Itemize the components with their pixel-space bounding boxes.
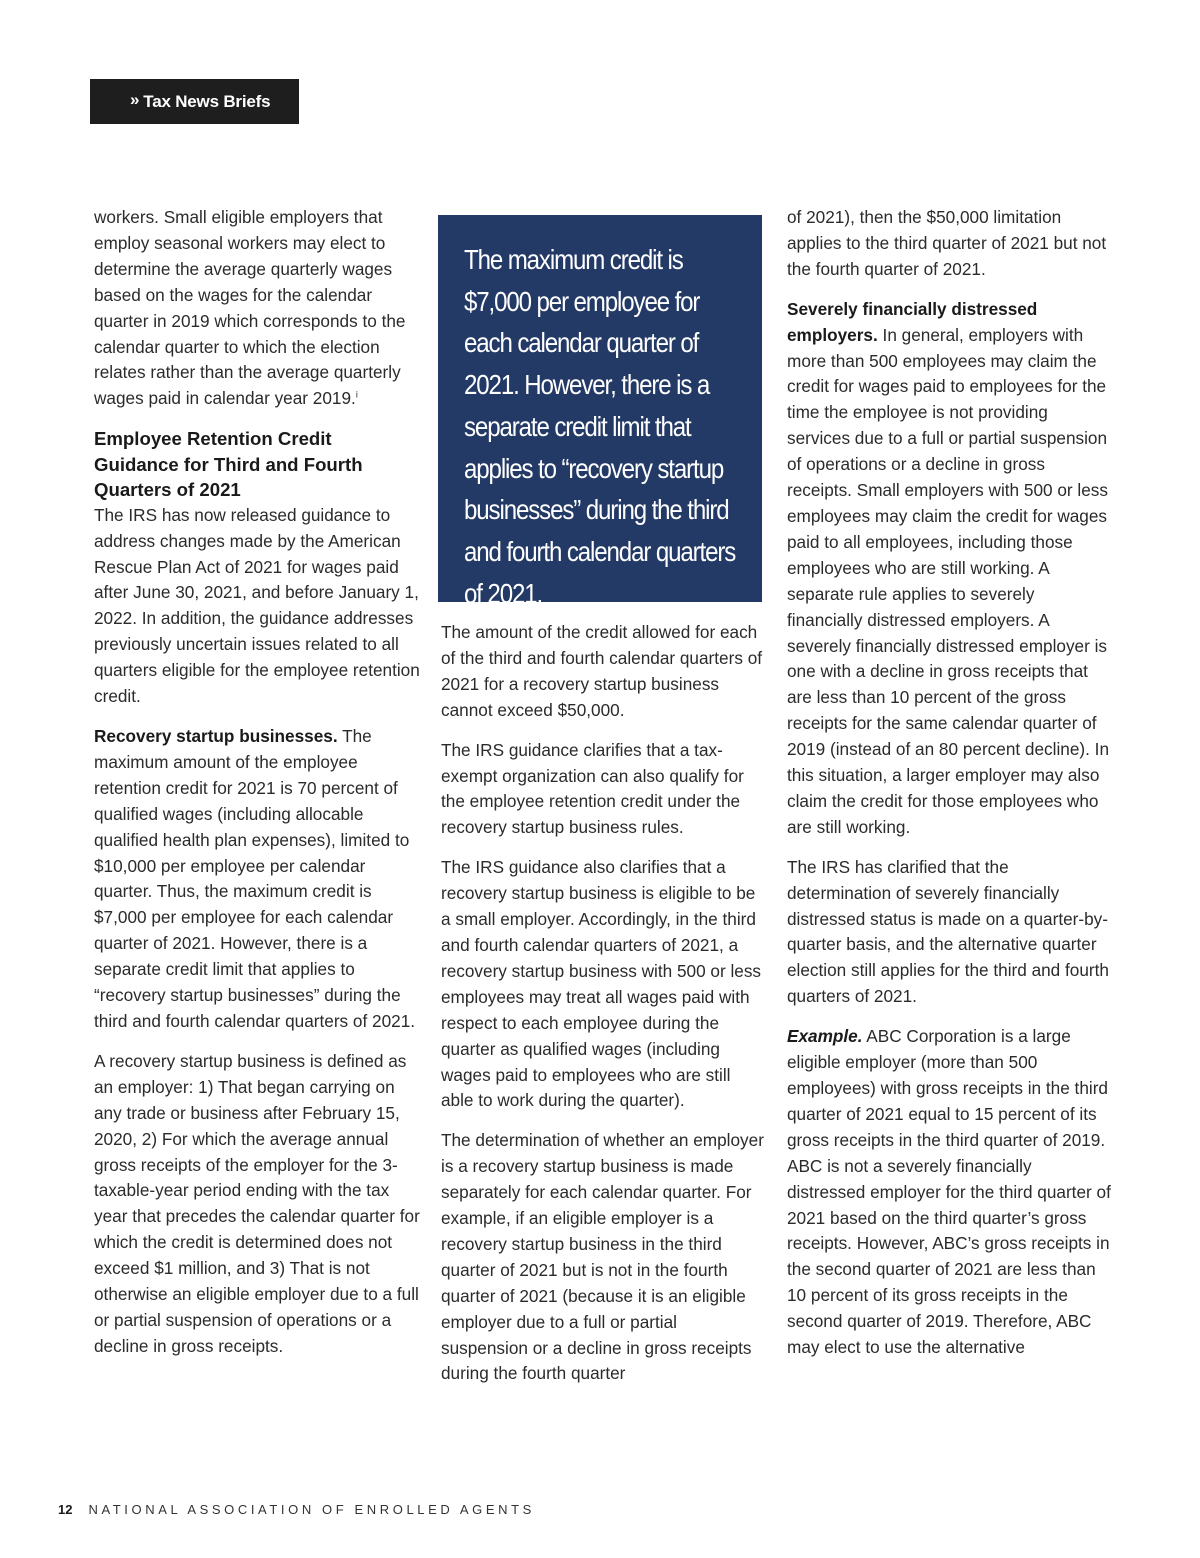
paragraph-lead: Recovery startup businesses. — [94, 726, 338, 746]
paragraph: The IRS guidance clarifies that a tax-exempt organization can also qualify for the employee retention credit under the recovery startup business rules. — [441, 739, 744, 838]
publication-name: NATIONAL ASSOCIATION OF ENROLLED AGENTS — [88, 1502, 535, 1517]
paragraph: of 2021), then the $50,000 limitation applies to the third quarter of 2021 but not the fourth quarter of 2021. — [787, 207, 1107, 279]
paragraph-lead: Severely financially distressed employers. — [787, 298, 1038, 345]
paragraph-lead: Example. — [787, 1026, 863, 1047]
pull-quote — [438, 215, 762, 609]
paragraph: The IRS has clarified that the determination of severely financially distressed status is made on a quarter-by-quarter basis, and the alternative quarter election still applies for the third and fourth quarters of 2021. — [787, 856, 1109, 1007]
paragraph: workers. Small eligible employers that employ seasonal workers may elect to determine the average quarterly wages based on the wages for the calendar quarter in 2019 which corresponds to the calendar quarter to which the election relates rather than the average quarterly wages paid in calendar year 2019.$^i$ — [94, 207, 406, 409]
paragraph: The IRS has now released guidance to address changes made by the American Rescue Plan Act of 2021 for wages paid after June 30, 2021, and before January 1, 2022. In addition, the guidance addresses previously uncertain issues related to all quarters eligible for the employee retention credit. — [94, 504, 420, 707]
paragraph: The amount of the credit allowed for each of the third and fourth calendar quarters of 2021 for a recovery startup business cannot exceed $50,000. — [441, 622, 763, 720]
paragraph: The IRS guidance also clarifies that a recovery startup business is eligible to be a small employer. Accordingly, in the third and fourth calendar quarters of 2021, a recovery startup business with 500 or less employees may treat all wages paid with respect to each employee during the quarter as qualified wages (including wages paid to employees who are still able to work during the quarter). — [441, 857, 762, 1111]
page-footer — [58, 1502, 535, 1517]
section-tab — [90, 79, 299, 124]
pull-quote-text: The maximum credit is $7,000 per employee for each calendar quarter of 2021. However, there is a separate credit limit that applies to “recovery startup businesses” during the third and fourth calendar quarters of 2021. — [464, 244, 736, 609]
footnote-marker: i — [355, 389, 358, 400]
column-3 — [787, 205, 1113, 1375]
chevron-right-icon: » — [130, 89, 140, 109]
paragraph: Example. ABC Corporation is a large eligible employer (more than 500 employees) with gross receipts in the third quarter of 2021 equal to 15 percent of its gross receipts in the third quarter of 2019. ABC is not a severely financially distressed employer for the third quarter of 2021 based on the third quarter’s gross receipts. However, ABC’s gross receipts in the second quarter of 2021 are less than 10 percent of its gross receipts in the second quarter of 2019. Therefore, ABC may elect to use the alternative — [787, 1026, 1111, 1358]
paragraph: Severely financially distressed employers. In general, employers with more than 500 employees may claim the credit for wages paid to employees for the time the employee is not providing services due to a full or partial suspension of operations or a decline in gross receipts. Small employers with 500 or less employees may claim the credit for wages paid to all employees, including those employees who are still working. A separate rule applies to severely financially distressed employers. A severely financially distressed employer is one with a decline in gross receipts that are less than 10 percent of the gross receipts for the same calendar quarter of 2019 (instead of an 80 percent decline). In this situation, a larger employer may also claim the credit for those employees who are still working. — [787, 298, 1110, 837]
paragraph: Recovery startup businesses. The maximum amount of the employee retention credit for 2021 is 70 percent of qualified wages (including allocable qualified health plan expenses), limited to $10,000 per employee per calendar quarter. Thus, the maximum credit is $7,000 per employee for each calendar quarter of 2021. However, there is a separate credit limit that applies to “recovery startup businesses” during the third and fourth calendar quarters of 2021. — [94, 726, 416, 1031]
section-label: Tax News Briefs — [143, 91, 271, 111]
paragraph: The determination of whether an employer is a recovery startup business is made separately for each calendar quarter. For example, if an eligible employer is a recovery startup business in the third quarter of 2021 but is not in the fourth quarter of 2021 (because it is an eligible employer due to a full or partial suspension or a decline in gross receipts during the fourth quarter — [441, 1130, 764, 1384]
column-2 — [441, 620, 767, 1401]
column-1 — [94, 205, 420, 1374]
article-heading: Employee Retention Credit Guidance for Third and Fourth Quarters of 2021 — [94, 428, 363, 501]
paragraph: A recovery startup business is defined as an employer: 1) That began carrying on any trade or business after February 15, 2020, 2) For which the average annual gross receipts of the employer for the 3-taxable-year period ending with the tax year that precedes the calendar quarter for which the credit is determined does not exceed $1 million, and 3) That is not otherwise an eligible employer due to a full or partial suspension of operations or a decline in gross receipts. — [94, 1050, 420, 1356]
page-number: 12 — [58, 1502, 73, 1517]
